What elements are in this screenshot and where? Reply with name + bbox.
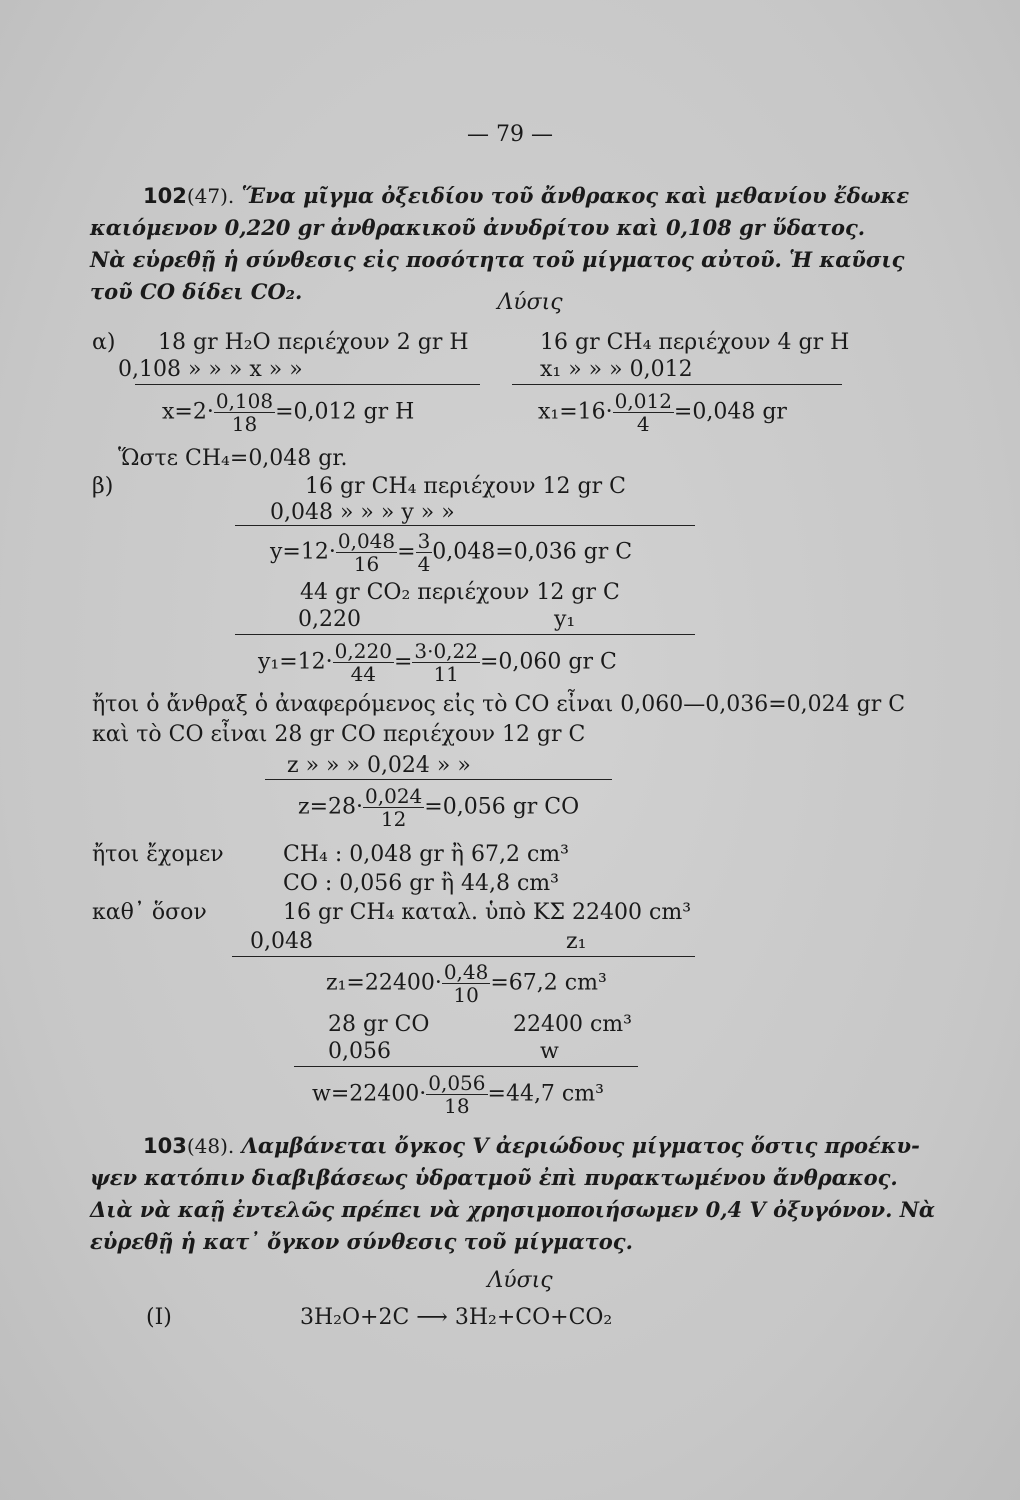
part-b-line-1: 16 gr CH₄ περιέχουν 12 gr C bbox=[305, 474, 626, 499]
problem-103-line-4: εὑρεθῇ ἡ κατ᾽ ὄγκον σύνθεσις τοῦ μίγματος. bbox=[90, 1229, 633, 1254]
part-a-right-post: =0,048 gr bbox=[673, 399, 787, 425]
part-a-right-num: 0,012 bbox=[614, 389, 672, 413]
problem-102-line-2: καιόμενον 0,220 gr ἀνθρακικοῦ ἀνυδρίτου καὶ 0,108 gr ὕδατος. bbox=[90, 215, 866, 240]
z1-den: 10 bbox=[453, 983, 479, 1007]
y-fraction-1 bbox=[336, 530, 397, 575]
part-a-left-result bbox=[162, 390, 414, 435]
problem-102-ref: (47). bbox=[186, 184, 235, 208]
problem-102-line-3: Νὰ εὑρεθῇ ἡ σύνθεσις εἰς ποσότητα τοῦ μίγματος αὐτοῦ. Ἡ καῦσις bbox=[90, 247, 905, 272]
part-b-y1-result bbox=[258, 640, 617, 685]
problem-103-line-1 bbox=[143, 1130, 920, 1162]
part-a-left-rule bbox=[135, 384, 480, 385]
reaction-equation: 3H₂O+2C ⟶ 3H₂+CO+CO₂ bbox=[300, 1305, 613, 1330]
z-den: 12 bbox=[380, 807, 407, 831]
part-a-left-line-1: 18 gr H₂O περιέχουν 2 gr H bbox=[158, 330, 469, 355]
y1-post: =0,060 gr C bbox=[480, 649, 617, 675]
part-b-rule-1 bbox=[235, 525, 695, 526]
solution-heading-2: Λύσις bbox=[487, 1268, 553, 1293]
part-b-rule-2 bbox=[235, 634, 695, 635]
part-b-label: β) bbox=[92, 474, 114, 499]
part-b-rule-4 bbox=[232, 956, 695, 957]
part-a-label: α) bbox=[92, 330, 116, 355]
z1-num: 0,48 bbox=[443, 960, 489, 984]
part-b-rule-5 bbox=[294, 1066, 638, 1067]
problem-103-line-3: Διὰ νὰ καῇ ἐντελῶς πρέπει νὰ χρησιμοποιήσωμεν 0,4 V ὀξυγόνον. Νὰ bbox=[90, 1197, 936, 1222]
y-pre: y=12· bbox=[270, 539, 336, 565]
y1-mid: = bbox=[393, 649, 413, 675]
part-a-right-line-1: 16 gr CH₄ περιέχουν 4 gr H bbox=[540, 330, 850, 355]
z1-pre: z₁=22400· bbox=[326, 970, 442, 996]
w-result bbox=[312, 1072, 604, 1117]
y-fraction-2 bbox=[416, 530, 433, 575]
z1-fraction bbox=[442, 961, 491, 1006]
part-a-left-num: 0,108 bbox=[215, 389, 274, 413]
problem-103-text-1: Λαμβάνεται ὄγκος V ἀεριώδους μίγματος ὅστις προέκυ- bbox=[241, 1133, 920, 1158]
part-a-right-result bbox=[538, 390, 787, 435]
reaction-label: (I) bbox=[146, 1305, 172, 1330]
y1-fraction-1 bbox=[333, 640, 394, 685]
y-mid: = bbox=[397, 539, 416, 565]
part-a-right-line-2: x₁ » » » 0,012 bbox=[540, 357, 693, 382]
since-line-2-right: z₁ bbox=[566, 929, 587, 954]
co-line-1-right: 22400 cm³ bbox=[513, 1012, 632, 1037]
problem-102-line-1 bbox=[143, 180, 909, 212]
part-a-right-fraction bbox=[613, 390, 674, 435]
problem-102-line-4: τοῦ CO δίδει CO₂. bbox=[90, 279, 303, 304]
part-a-right-rule bbox=[512, 384, 842, 385]
part-a-left-fraction bbox=[214, 390, 275, 435]
co2-line-2-right: y₁ bbox=[554, 607, 576, 632]
carbon-text-2: καὶ τὸ CO εἶναι 28 gr CO περιέχουν 12 gr C bbox=[92, 722, 586, 747]
part-a-conclusion: Ὥστε CH₄=0,048 gr. bbox=[118, 446, 348, 471]
w-den: 18 bbox=[444, 1094, 470, 1118]
w-pre: w=22400· bbox=[312, 1081, 427, 1107]
y-num: 0,048 bbox=[337, 529, 396, 553]
z-result bbox=[298, 785, 579, 830]
have-line-1: CH₄ : 0,048 gr ἢ 67,2 cm³ bbox=[283, 842, 569, 867]
have-label: ἤτοι ἔχομεν bbox=[92, 842, 224, 867]
y1-den: 44 bbox=[350, 662, 377, 686]
w-post: =44,7 cm³ bbox=[487, 1081, 604, 1107]
z-pre: z=28· bbox=[298, 794, 364, 820]
y-den: 16 bbox=[353, 552, 380, 576]
part-b-line-2: 0,048 » » » y » » bbox=[270, 500, 455, 525]
part-b-rule-3 bbox=[265, 779, 612, 780]
y1-pre: y₁=12· bbox=[258, 649, 333, 675]
carbon-text-1: ἤτοι ὁ ἄνθραξ ὁ ἀναφερόμενος εἰς τὸ CO εἶναι 0,060—0,036=0,024 gr C bbox=[92, 692, 906, 717]
problem-102-text-1: Ἕνα μῖγμα ὀξειδίου τοῦ ἄνθρακος καὶ μεθανίου ἔδωκε bbox=[241, 183, 910, 208]
since-label: καθ᾽ ὅσον bbox=[92, 900, 207, 925]
co2-line-2-left: 0,220 bbox=[298, 607, 361, 632]
y1-num-2: 3·0,22 bbox=[414, 639, 478, 663]
y-den-2: 4 bbox=[417, 552, 431, 576]
part-a-left-line-2: 0,108 » » » x » » bbox=[118, 357, 303, 382]
co-line-2-right: w bbox=[540, 1039, 559, 1064]
part-a-right-pre: x₁=16· bbox=[538, 399, 613, 425]
y1-num: 0,220 bbox=[334, 639, 392, 663]
z-post: =0,056 gr CO bbox=[424, 794, 580, 820]
have-line-2: CO : 0,056 gr ἢ 44,8 cm³ bbox=[283, 871, 559, 896]
problem-102-number: 102 bbox=[143, 184, 187, 208]
since-line-1: 16 gr CH₄ καταλ. ὑπὸ ΚΣ 22400 cm³ bbox=[283, 900, 692, 925]
part-a-left-den: 18 bbox=[231, 412, 258, 436]
part-a-left-post: =0,012 gr H bbox=[275, 399, 415, 425]
w-fraction bbox=[426, 1072, 487, 1117]
w-num: 0,056 bbox=[428, 1071, 486, 1095]
z1-post: =67,2 cm³ bbox=[490, 970, 607, 996]
problem-103-number: 103 bbox=[143, 1134, 187, 1158]
z1-result bbox=[326, 961, 607, 1006]
z-line: z » » » 0,024 » » bbox=[287, 753, 471, 778]
problem-103-ref: (48). bbox=[186, 1134, 235, 1158]
z-fraction bbox=[363, 785, 424, 830]
y-num-2: 3 bbox=[417, 529, 431, 553]
solution-heading-1: Λύσις bbox=[497, 290, 563, 315]
part-a-left-pre: x=2· bbox=[162, 399, 214, 425]
page-number: — 79 — bbox=[467, 122, 553, 147]
since-line-2-left: 0,048 bbox=[250, 929, 313, 954]
y-post: 0,048=0,036 gr C bbox=[432, 539, 633, 565]
y1-den-2: 11 bbox=[433, 662, 459, 686]
co2-line-1: 44 gr CO₂ περιέχουν 12 gr C bbox=[300, 580, 620, 605]
problem-103-line-2: ψεν κατόπιν διαβιβάσεως ὑδρατμοῦ ἐπὶ πυρακτωμένου ἄνθρακος. bbox=[90, 1165, 898, 1190]
part-a-right-den: 4 bbox=[636, 412, 650, 436]
co-line-2-left: 0,056 bbox=[328, 1039, 391, 1064]
z-num: 0,024 bbox=[365, 784, 423, 808]
part-b-y-result bbox=[270, 530, 632, 575]
co-line-1-left: 28 gr CO bbox=[328, 1012, 430, 1037]
y1-fraction-2 bbox=[412, 640, 480, 685]
